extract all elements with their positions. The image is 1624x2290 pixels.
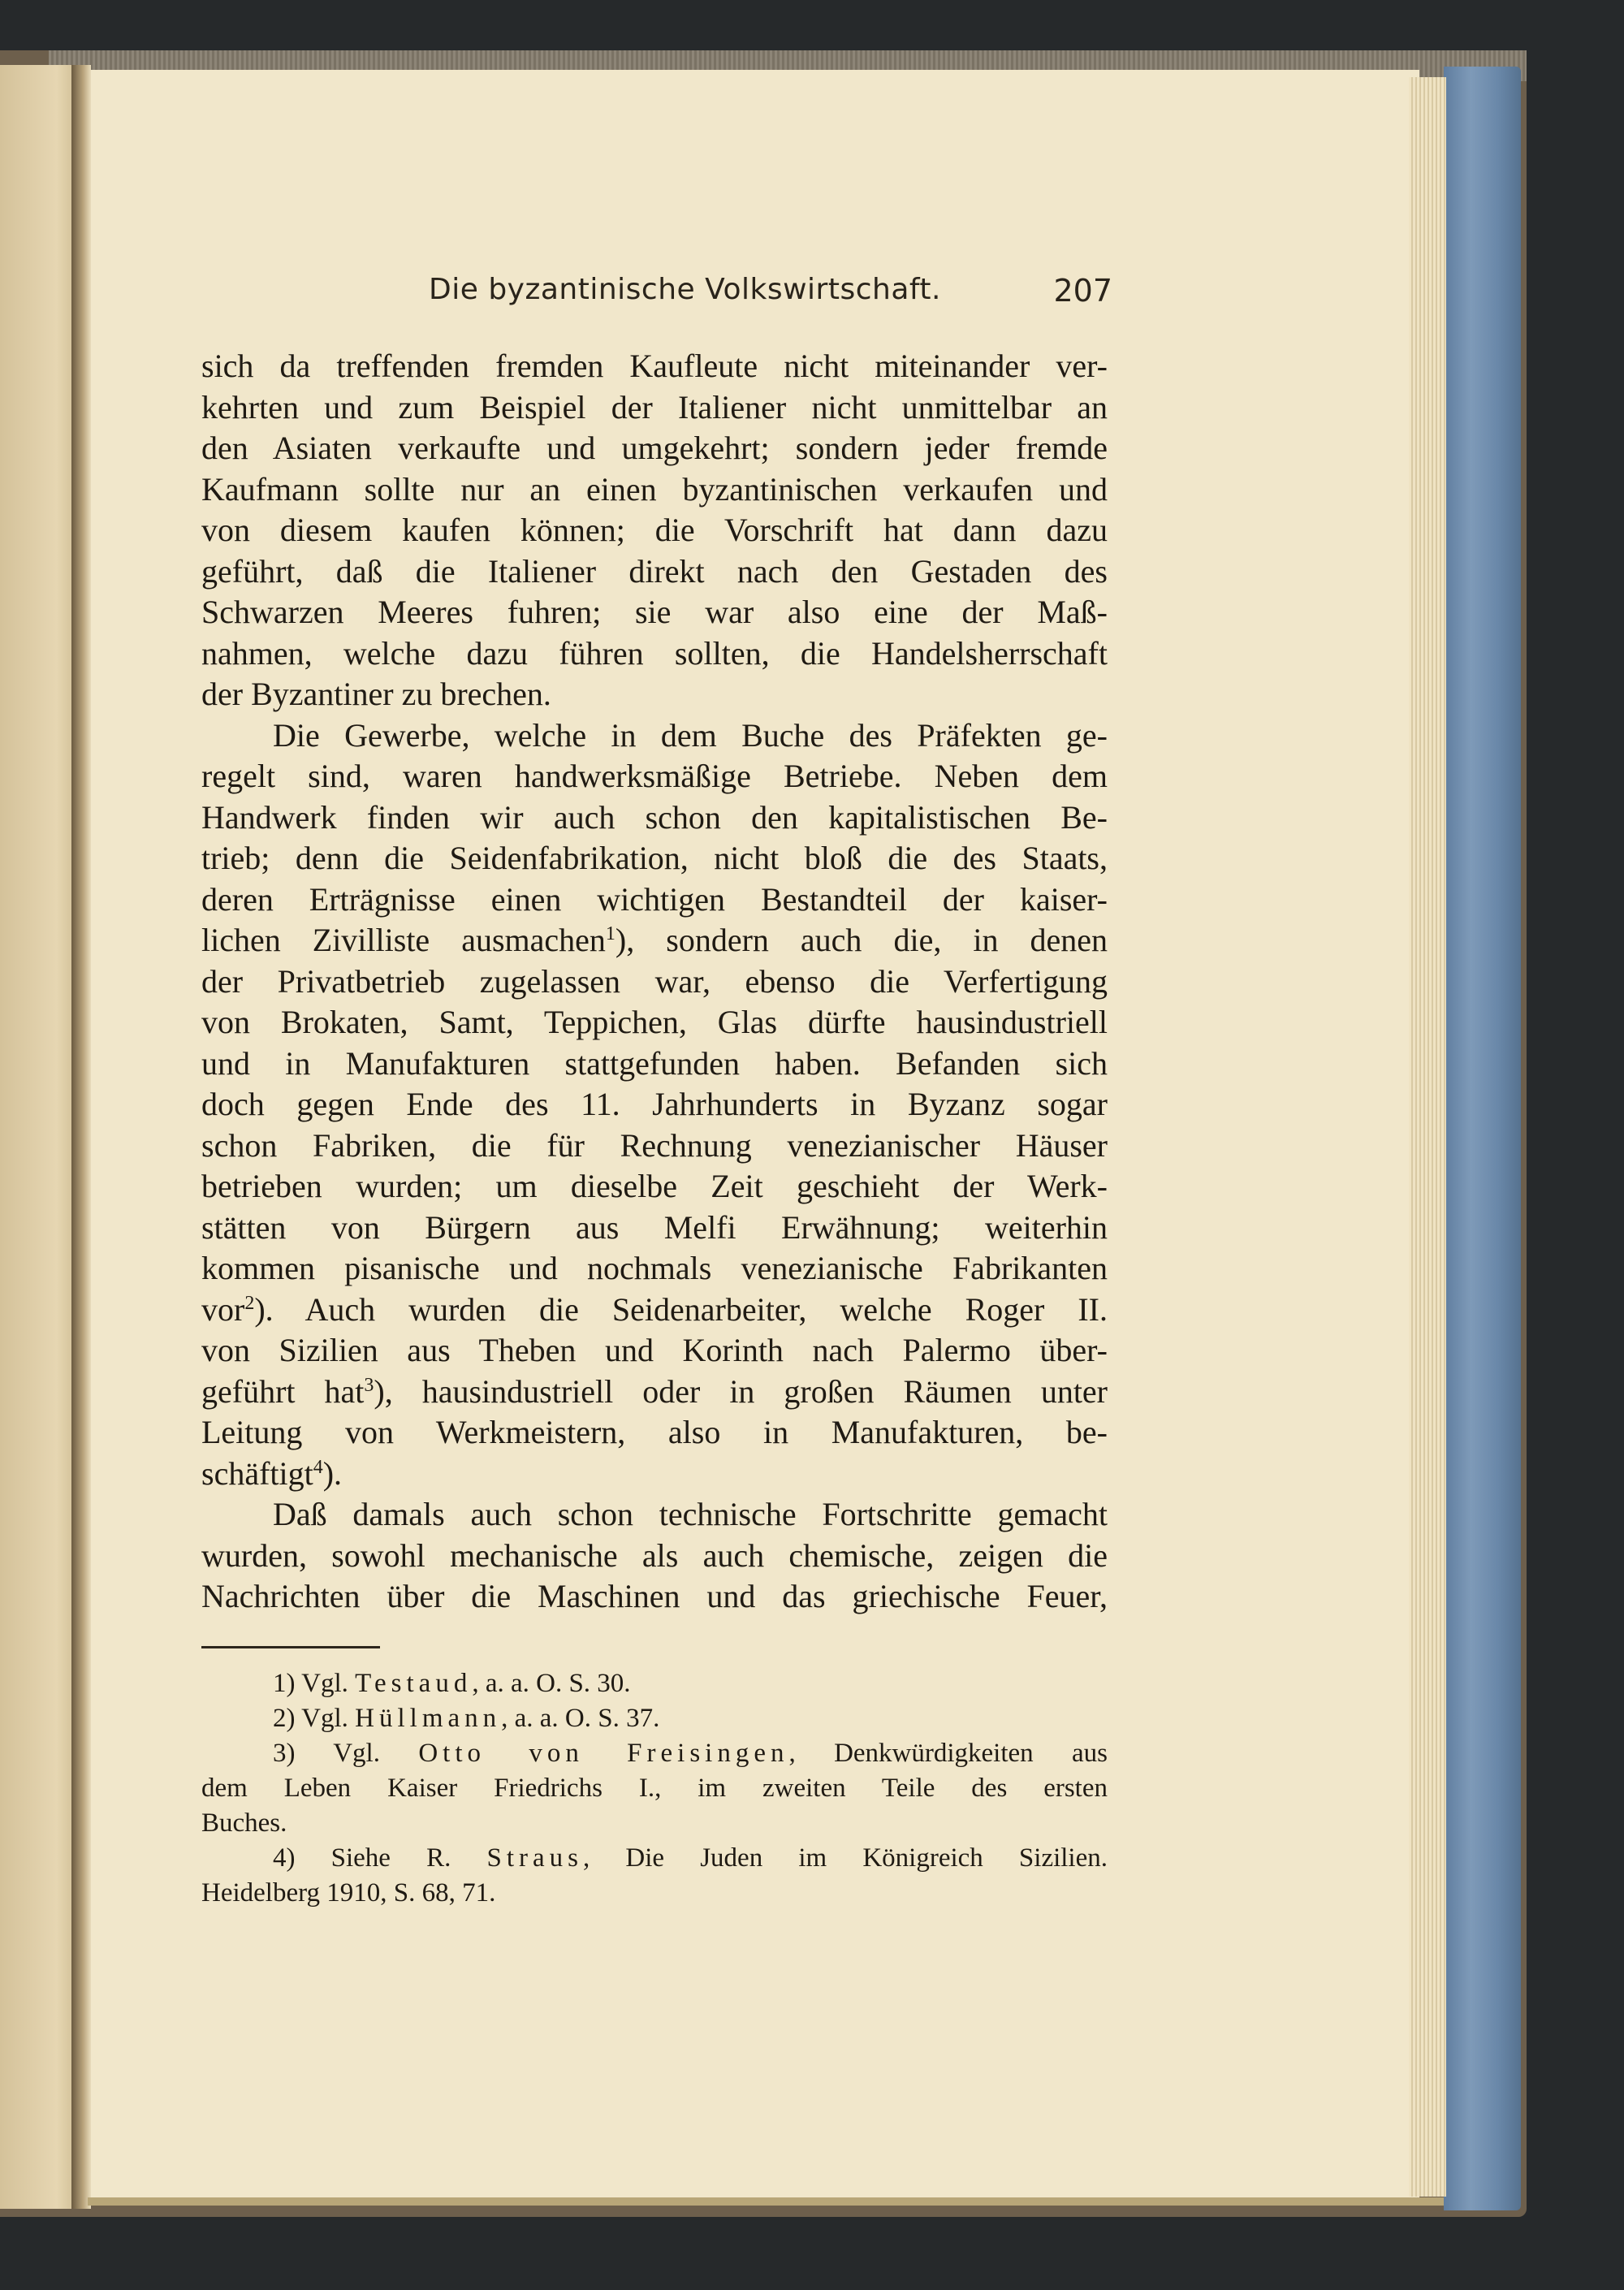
text-line: Die Gewerbe, welche in dem Buche des Präfekten ge- bbox=[273, 716, 1108, 754]
text-line: und in Manufakturen stattgefunden haben. Befanden sich bbox=[201, 1044, 1108, 1082]
text-span: geführt hat bbox=[201, 1372, 365, 1410]
text-line: stätten von Bürgern aus Melfi Erwähnung; weiterhin bbox=[201, 1208, 1108, 1246]
paragraph-2 bbox=[201, 715, 1108, 1495]
book-gutter bbox=[71, 65, 91, 2209]
text-line: von Brokaten, Samt, Teppichen, Glas dürfte hausindustriell bbox=[201, 1004, 1108, 1040]
footnote-2 bbox=[201, 1701, 1108, 1736]
text-line: trieb; denn die Seidenfabrikation, nicht bloß die des Staats, bbox=[201, 840, 1108, 876]
text-line: von diesem kaufen können; die Vorschrift hat dann dazu bbox=[201, 512, 1108, 548]
footnote-ref[interactable]: 2 bbox=[244, 1292, 255, 1314]
body-text bbox=[201, 346, 1108, 1618]
author-name: Otto von Freisingen bbox=[418, 1739, 789, 1768]
footnote-3 bbox=[201, 1736, 1108, 1771]
author-name: Hüllmann bbox=[355, 1704, 502, 1733]
text-line: wurden, sowohl mechanische als auch chemische, zeigen die bbox=[201, 1536, 1108, 1574]
footnote-4-line-2: Heidelberg 1910, S. 68, 71. bbox=[201, 1878, 496, 1908]
paragraph-3 bbox=[201, 1494, 1108, 1618]
text-span: ). Auch wurden die Seidenarbeiter, welche Roger II. bbox=[254, 1290, 1108, 1328]
running-header bbox=[201, 273, 1112, 322]
running-title: Die byzantinische Volkswirtschaft. bbox=[429, 273, 941, 306]
footnote-ref[interactable]: 4 bbox=[313, 1456, 323, 1478]
text-line: Leitung von Werkmeistern, also in Manufakturen, be- bbox=[201, 1414, 1108, 1450]
text-line: schon Fabriken, die für Rechnung venezianischer Häuser bbox=[201, 1126, 1108, 1164]
text-span: ). bbox=[322, 1454, 343, 1492]
text-line: von Sizilien aus Theben und Korinth nach Palermo über- bbox=[201, 1332, 1108, 1368]
text-span: 3) Vgl. bbox=[273, 1739, 419, 1768]
text-line: doch gegen Ende des 11. Jahrhunderts in Byzanz sogar bbox=[201, 1086, 1108, 1122]
paragraph-1 bbox=[201, 346, 1108, 715]
footnote-3-line-3: Buches. bbox=[201, 1808, 287, 1838]
page-bottom-edge bbox=[88, 2197, 1444, 2206]
page-edges bbox=[1409, 77, 1446, 2197]
text-line: Daß damals auch schon technische Fortschritte gemacht bbox=[273, 1496, 1108, 1532]
text-line: nahmen, welche dazu führen sollten, die Handelsherrschaft bbox=[201, 634, 1108, 672]
text-line bbox=[201, 1454, 1108, 1495]
text-line: kehrten und zum Beispiel der Italiener nicht unmittelbar an bbox=[201, 388, 1108, 426]
text-line bbox=[201, 1372, 1108, 1413]
page-number: 207 bbox=[1053, 273, 1112, 309]
author-name: Straus bbox=[486, 1843, 584, 1873]
left-page-edge bbox=[0, 65, 81, 2209]
text-span: schäftigt bbox=[201, 1454, 313, 1492]
footnote-4 bbox=[201, 1841, 1108, 1876]
text-line: den Asiaten verkaufte und umgekehrt; sondern jeder fremde bbox=[201, 430, 1108, 466]
footnotes bbox=[201, 1666, 1108, 1911]
text-line: sich da treffenden fremden Kaufleute nicht miteinander ver- bbox=[201, 348, 1108, 384]
book-cover-board bbox=[1444, 67, 1521, 2210]
text-span: vor bbox=[201, 1290, 245, 1328]
text-span: ), hausindustriell oder in großen Räumen unter bbox=[374, 1372, 1108, 1410]
text-line: der Privatbetrieb zugelassen war, ebenso die Verfertigung bbox=[201, 962, 1108, 1000]
text-line: Handwerk finden wir auch schon den kapitalistischen Be- bbox=[201, 798, 1108, 836]
footnote-3-line-2: dem Leben Kaiser Friedrichs I., im zweiten Teile des ersten bbox=[201, 1774, 1108, 1803]
text-line: Nachrichten über die Maschinen und das griechische Feuer, bbox=[201, 1578, 1108, 1614]
text-line: der Byzantiner zu brechen. bbox=[201, 676, 551, 712]
text-line: betrieben wurden; um dieselbe Zeit geschieht der Werk- bbox=[201, 1168, 1108, 1204]
text-span: lichen Zivilliste ausmachen bbox=[201, 922, 606, 958]
text-span: , a. a. O. S. 37. bbox=[501, 1704, 660, 1733]
text-line bbox=[201, 920, 1108, 961]
author-name: Testaud bbox=[355, 1669, 473, 1698]
footnote-rule bbox=[201, 1646, 380, 1648]
footnote-ref[interactable]: 1 bbox=[605, 923, 615, 944]
text-span: , Die Juden im Königreich Sizilien. bbox=[583, 1843, 1108, 1873]
footnote-1 bbox=[201, 1666, 1108, 1701]
text-span: ), sondern auch die, in denen bbox=[615, 922, 1108, 958]
text-span: 1) Vgl. bbox=[273, 1669, 356, 1698]
text-span: 2) Vgl. bbox=[273, 1704, 356, 1733]
text-span: , Denkwürdigkeiten aus bbox=[788, 1739, 1108, 1768]
text-line: Kaufmann sollte nur an einen byzantinischen verkaufen und bbox=[201, 470, 1108, 508]
text-line: geführt, daß die Italiener direkt nach den Gestaden des bbox=[201, 552, 1108, 590]
text-span: 4) Siehe R. bbox=[273, 1843, 487, 1873]
text-line bbox=[201, 1290, 1108, 1331]
text-line: deren Erträgnisse einen wichtigen Bestandteil der kaiser- bbox=[201, 880, 1108, 918]
text-line: kommen pisanische und nochmals venezianische Fabrikanten bbox=[201, 1250, 1108, 1286]
footnote-ref[interactable]: 3 bbox=[364, 1374, 374, 1396]
text-line: Schwarzen Meeres fuhren; sie war also eine der Maß- bbox=[201, 594, 1108, 630]
text-span: , a. a. O. S. 30. bbox=[472, 1669, 631, 1698]
text-line: regelt sind, waren handwerksmäßige Betriebe. Neben dem bbox=[201, 758, 1108, 794]
